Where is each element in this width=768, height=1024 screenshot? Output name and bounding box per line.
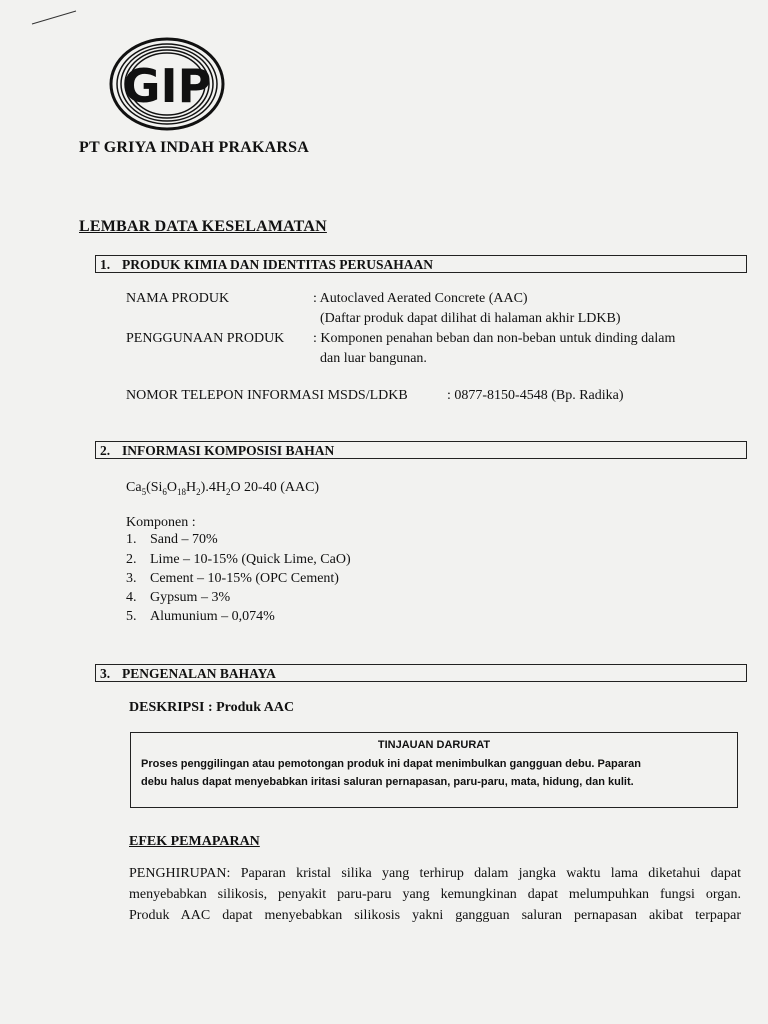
phone-info-value: : 0877-8150-4548 (Bp. Radika) <box>447 388 624 403</box>
product-usage-label: PENGGUNAAN PRODUK <box>126 331 285 346</box>
chemical-formula: $Ca_5(Si_6O_{18}H_2).4H_2O$ 20-40 (AAC) <box>126 480 320 497</box>
section-1-number: 1. <box>100 257 111 272</box>
product-name-label: NAMA PRODUK <box>126 291 230 306</box>
components-label: Komponen : <box>126 515 196 530</box>
exposure-effects-heading: EFEK PEMAPARAN <box>129 834 260 849</box>
list-item: 1. Sand – 70% <box>126 532 218 547</box>
logo-text: GIP <box>122 59 212 113</box>
emergency-overview-text: Proses penggilingan atau pemotongan produk ini dapat menimbulkan gangguan debu. Paparan debu halus dapat menyebabkan iritasi saluran pernapasan, paru-paru, mata, hidung, dan kulit. <box>141 758 641 788</box>
section-2-title: INFORMASI KOMPOSISI BAHAN <box>122 443 335 458</box>
list-item: 4. Gypsum – 3% <box>126 590 231 605</box>
product-usage-value-cont: dan luar bangunan. <box>320 351 427 366</box>
section-2-number: 2. <box>100 443 111 458</box>
product-name-note: (Daftar produk dapat dilihat di halaman akhir LDKB) <box>320 311 621 326</box>
exposure-inhalation-paragraph: PENGHIRUPAN: Paparan kristal silika yang terhirup dalam jangka waktu lama diketahui dapat menyebabkan silikosis, penyakit paru-paru yang kemungkinan dapat melumpuhkan fungsi organ. Produk AAC dapat menyebabkan silikosis yakni gangguan saluran pernapasan akibat terpapar <box>129 866 741 923</box>
hazard-description: DESKRIPSI : Produk AAC <box>129 700 295 715</box>
product-name-value: : Autoclaved Aerated Concrete (AAC) <box>313 291 528 306</box>
phone-info-label: NOMOR TELEPON INFORMASI MSDS/LDKB <box>126 388 408 403</box>
section-3-header <box>95 664 747 682</box>
document-title: LEMBAR DATA KESELAMATAN <box>79 218 327 235</box>
pen-stroke-mark <box>30 8 80 28</box>
section-2-header <box>95 441 747 459</box>
list-item: 2. Lime – 10-15% (Quick Lime, CaO) <box>126 552 351 567</box>
company-logo <box>107 36 227 132</box>
company-name: PT GRIYA INDAH PRAKARSA <box>79 139 309 156</box>
emergency-overview-title: TINJAUAN DARURAT <box>377 739 491 751</box>
section-1-header <box>95 255 747 273</box>
section-1-title: PRODUK KIMIA DAN IDENTITAS PERUSAHAAN <box>122 257 434 272</box>
list-item: 5. Alumunium – 0,074% <box>126 609 275 624</box>
product-usage-value: : Komponen penahan beban dan non-beban untuk dinding dalam <box>313 331 676 346</box>
list-item: 3. Cement – 10-15% (OPC Cement) <box>126 571 339 586</box>
section-3-title: PENGENALAN BAHAYA <box>122 666 276 681</box>
emergency-overview-box <box>130 732 738 808</box>
section-3-number: 3. <box>100 666 111 681</box>
